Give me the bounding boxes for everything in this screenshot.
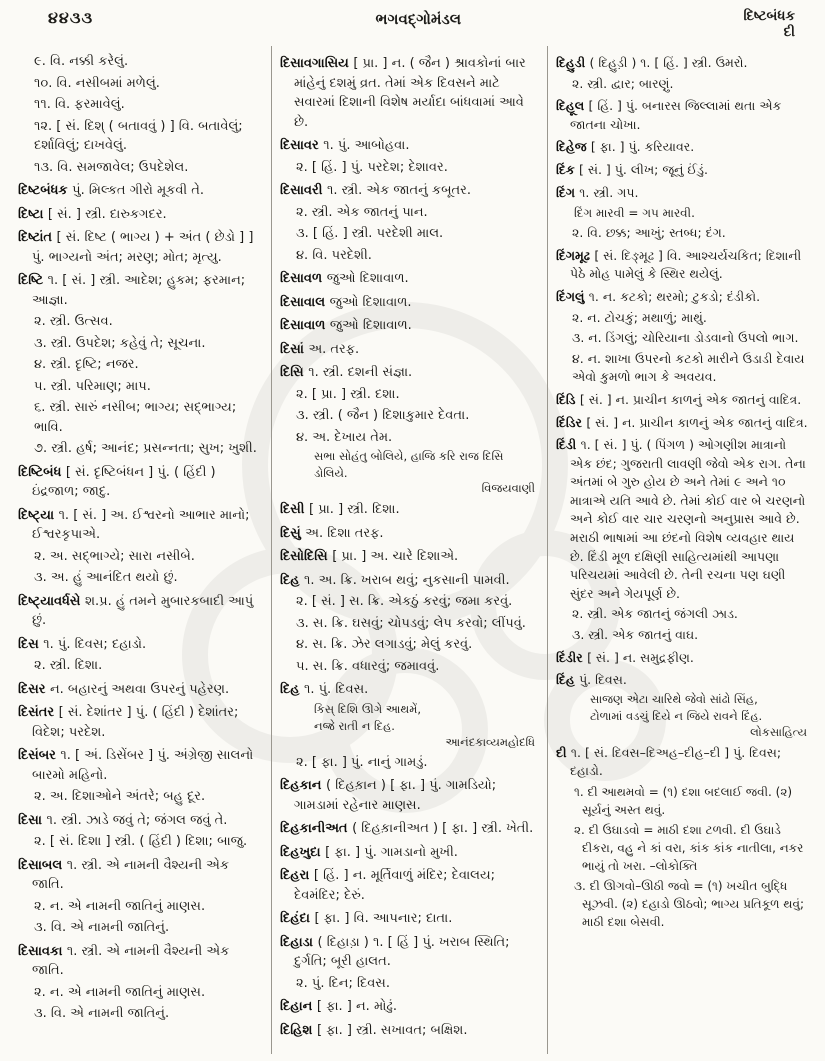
headword: દિસર <box>18 681 50 697</box>
dictionary-entry: દિસી [ પ્રા. ] સ્ત્રી. દિશા. <box>280 502 400 517</box>
page-number: ૪૪૩૩ <box>48 8 94 27</box>
headword: દિહૂલ <box>556 98 589 114</box>
dictionary-entry: દિહુડી ( દિહુડ઼ી ) ૧. [ હિં. ] સ્ત્રી. ઉમરો. <box>556 55 748 70</box>
headword: દિસા <box>18 812 47 828</box>
dictionary-sense-line: ૧૧. વિ. ફરમાવેલું. <box>34 97 125 112</box>
dictionary-sense-line: ૨. સ્ત્રી. દિશા. <box>34 658 103 673</box>
dictionary-entry: દિષ્ટ્યા ૧. [ સં. ] અ. ઈશ્વરનો આભાર માનો; ઈશ્વરકૃપાએ. <box>18 507 250 542</box>
dictionary-sense-line: ૪. વિ. પરદેશી. <box>296 247 372 263</box>
dictionary-sense-line: ૫. સ. ક્રિ. વધારવું; જમાવવું. <box>296 658 440 674</box>
dictionary-attr-line: આનંદકાવ્યમહોદધિ <box>445 734 535 749</box>
dictionary-sense-line: ૨. સ્ત્રી. એક જાતનું પાન. <box>296 204 428 220</box>
dictionary-entry: દિહ ૧. અ. ક્રિ. ખરાબ થવું; નુકસાની પામવી. <box>280 572 510 588</box>
headword: દિંડી <box>556 437 581 453</box>
headword: દિહિશ <box>280 1022 317 1038</box>
dictionary-entry: દિહિશ [ ફા. ] સ્ત્રી. સખાવત; બક્ષિશ. <box>280 1022 468 1038</box>
dictionary-sense-line: ૩. સ. ક્રિ. ઘસવું; ચોપડવું; લેપ કરવો; લીંપવું. <box>296 615 526 631</box>
dictionary-sense-line: ૨. [ હિં. ] પું. પરદેશ; દેશાવર. <box>296 159 448 175</box>
headword: દિષ્ટા <box>18 206 48 222</box>
dictionary-sense-line: ૪. સ્ત્રી. દૃષ્ટિ; નજર. <box>34 357 139 372</box>
headword: દિહેજ <box>556 139 591 155</box>
dictionary-entry: દિહેજ [ ફા. ] પું. કરિયાવર. <box>556 139 695 155</box>
dictionary-entry: દિહરા [ હિં. ] ન. મૂર્તિવાળું મંદિર; દેવાલય; દેવમંદિર; દેરું. <box>280 868 496 903</box>
dictionary-sense-line: ૨. સ્ત્રી. ઉત્સવ. <box>34 314 113 329</box>
headword: દિસાવગાસિય <box>280 56 354 71</box>
headword: દિસંબર <box>18 748 61 763</box>
headword: દિષ્ટ્યા <box>18 507 59 523</box>
guide-words <box>743 8 795 40</box>
dictionary-entry: દિસાં અ. તરફ. <box>280 341 360 357</box>
dictionary-sense-line: ૩. સ્ત્રી. ( જૈન ) દિશાકુમાર દેવતા. <box>296 408 470 423</box>
dictionary-entry: દિસાવકા ૧. સ્ત્રી. એ નામની વૈશ્યની એક જાતિ. <box>18 943 230 978</box>
headword: દિસાં <box>280 341 309 357</box>
dictionary-entry: દિષ્ટિબંધ [ સં. દૃષ્ટિબંધન ] પું. ( હિંદી ) ઇંદ્રજાળ; જાદુ. <box>18 464 216 499</box>
dictionary-entry: દિહંદા [ ફા. ] વિ. આપનાર; દાતા. <box>280 911 453 926</box>
dictionary-entry: દિંગલું ૧. ન. કટકો; થરમો; ટુકડો; દંડીકો. <box>556 288 761 304</box>
dictionary-sense-line: ૩. અ. હું આનંદિત થયો છું. <box>34 570 178 585</box>
dictionary-sense-line: ૨. અ. સદ્ભાગ્યે; સારા નસીબે. <box>34 548 195 564</box>
dictionary-entry: દિંડીર [ સં. ] ન. સમુદ્રફીણ. <box>556 649 694 665</box>
guide-word-bottom: દી <box>783 24 795 40</box>
headword: દિષ્ટિ <box>18 273 48 288</box>
headword: દિહ <box>280 682 304 697</box>
dictionary-entry: દિસ ૧. પું. દિવસ; દહાડો. <box>18 636 147 652</box>
dictionary-sense-line: ૪. ન. શાખા ઉપરનો કટકો મારીને ઉડાડી દેવાય એવો કુમળો ભાગ કે અવયવ. <box>572 350 805 385</box>
headword: દિષ્ટાંત <box>18 230 57 245</box>
dictionary-entry: દિસાવાલ જુઓ દિશાવાળ. <box>280 294 412 310</box>
headword: દિહંદા <box>280 911 315 926</box>
dictionary-sense-line: ૪. અ. દેખાય તેમ. <box>296 429 393 445</box>
dictionary-sense-line: ૨. ન. એ નામની જાતિનું માણસ. <box>34 984 206 1000</box>
dictionary-sense-line: ૨. [ સં. દિશા ] સ્ત્રી. ( હિંદી ) દિશા; બાજુ. <box>34 834 248 849</box>
dictionary-entry: દિંડી ૧. [ સં. ] પું. ( પિંગળ ) ઓગણીશ માત્રાનો એક છંદ; ગુજરાતી લાવણી જેવો એક રાગ. તેના અંતમાં બે ગુરુ હોય છે અને તેમાં ૯ અને ૧૦ માત્રાએ યતિ આવે છે. તેમાં કોઈ વાર બે ચરણનો અને કોઈ વાર ચાર ચરણનો અનુપ્રાસ આવે છે. મરાઠી ભાષામાં આ છંદનો વિશેષ વ્યવહાર થાય છે. દિંડી મૂળ દક્ષિણી સાહિત્યમાંથી આપણા પરિચયમાં આવેલી છે. તેની રચના પણ ઘણી સુંદર અને ગેયપૂર્ણ છે. <box>556 437 806 601</box>
dictionary-sense-line: ૩. સ્ત્રી. એક જાતનું વાઘ. <box>572 627 699 643</box>
dictionary-sense-line: ૨. [ પ્રા. ] સ્ત્રી. દશા. <box>296 386 400 402</box>
headword: દિસું <box>280 525 306 541</box>
headword: દિસોદિસિ <box>280 549 333 564</box>
headword: દિંડિ <box>556 391 580 407</box>
headword: દી <box>556 744 571 760</box>
dictionary-entry: દિષ્ટબંધક પું. મિલ્કત ગીરો મૂકવી તે. <box>18 183 205 198</box>
dictionary-entry: દિસાવર ૧. પું. આબોહવા. <box>280 138 410 153</box>
column-middle <box>272 46 548 1054</box>
headword: દિહ <box>280 572 304 588</box>
headword: દિસાવર <box>280 138 324 153</box>
dictionary-entry: દિસાવળ જુઓ દિશાવાળ. <box>280 271 409 286</box>
dictionary-entry: દિહ ૧. પું. દિવસ. <box>280 682 369 697</box>
dictionary-entry: દિષ્ટિ ૧. [ સં. ] સ્ત્રી. આદેશ; હુકમ; ફરમાન; આજ્ઞા. <box>18 273 246 308</box>
dictionary-entry: દી ૧. [ સં. દિવસ–દિઅહ–દીહ–દી ] પું. દિવસ; દહાડો. <box>556 744 782 779</box>
dictionary-entry: દિહખુદા [ ફા. ] પું. ગામડાનો મુખી. <box>280 844 458 860</box>
dictionary-sense-line: ૨. [ સં. ] સ. ક્રિ. એકઠું કરવું; જમા કરવું. <box>296 594 513 609</box>
dictionary-entry: દિસોદિસિ [ પ્રા. ] અ. ચારે દિશાએ. <box>280 549 459 564</box>
headword: દિસંતર <box>18 705 59 720</box>
headword: દિહકાનીઅત <box>280 821 353 836</box>
dictionary-entry: દિંગમૂઢ [ સં. દિઙ્મૂઢ ] વિ. આશ્ચર્યચકિત; દિશાની પેઠે મોહ પામેલું કે સ્થિર થયેલું. <box>556 247 802 282</box>
dictionary-sense-line: ૩. વિ. એ નામની જાતિનું. <box>34 1006 170 1021</box>
dictionary-sense-line: ૩. સ્ત્રી. ઉપદેશ; કહેવું તે; સૂચના. <box>34 335 206 351</box>
headword: દિષ્ટિબંધ <box>18 464 66 480</box>
dictionary-entry: દિસા ૧. સ્ત્રી. ઝાડે જવું તે; જંગલ જવું તે. <box>18 812 228 828</box>
headword: દિષ્ટબંધક <box>18 183 73 198</box>
dictionary-sense-line: ૧૩. વિ. સમજાવેલ; ઉપદેશેલ. <box>34 159 189 175</box>
dictionary-sense-line: ૨. ન. ટોચકું; મથાળું; માથું. <box>572 309 707 325</box>
dictionary-sense-line: ૩. વિ. એ નામની જાતિનું. <box>34 920 170 935</box>
column-right <box>548 46 819 1054</box>
dictionary-entry: દિંહ પું. દિવસ. <box>556 672 627 688</box>
dictionary-sense-line: ૨. પું. દિન; દિવસ. <box>296 975 390 991</box>
headword: દિંડિર <box>556 414 587 430</box>
dictionary-entry: દિહકાનીઅત ( દિહક઼ાનીઅત ) [ ફા. ] સ્ત્રી. ખેતી. <box>280 821 534 836</box>
dictionary-sense-line: ૪. સ. ક્રિ. ઝેર લગાડવું; મેલું કરવું. <box>296 637 473 652</box>
book-title: ભગવદ્ગોમંડલ <box>375 10 462 28</box>
headword: દિસાબલ <box>18 857 67 873</box>
headword: દિસાવાલ <box>280 294 330 310</box>
dictionary-entry: દિસાવગાસિય [ પ્રા. ] ન. ( જૈન ) શ્રાવકોનાં બાર માંહેનું દશમું વ્રત. તેમાં એક દિવસને માટે સવારમાં દિશાની વિશેષ મર્યાદા બાંધવામાં આવે છે. <box>280 56 526 130</box>
headword: દિસિ <box>280 365 309 380</box>
dictionary-entry: દિસર ન. બહારનું અથવા ઉપરનું પહેરણ. <box>18 681 230 697</box>
dictionary-entry: દિહાન [ ફા. ] ન. મોઢું. <box>280 999 397 1014</box>
dictionary-sense-line: ૧૨. [ સં. દિશ્ ( બતાવવું ) ] વિ. બતાવેલું; દર્શાવિલું; દાખવેલું. <box>34 118 243 153</box>
dictionary-verse-line: સાજણ એટા ચારિથે જેવો સાંઢો સિંહ, <box>590 691 758 706</box>
dictionary-entry: દિસંબર ૧. [ અં. ડિસેંબર ] પું. અંગ્રેજી સાલનો બારમો મહિનો. <box>18 748 254 783</box>
headword: દિહકાન <box>280 778 327 793</box>
headword: દિંગ <box>556 184 580 200</box>
headword: દિસાવકા <box>18 943 67 959</box>
dictionary-verse-line: કિસ્ દિશિ ઊગે આથમેં, <box>314 701 422 716</box>
dictionary-verse-line: સભા સોહંતુ બોલિયે, હાજિ કરિ રાજ દિસિ ડોલિયે. <box>314 449 504 480</box>
headword: દિહખુદા <box>280 844 326 860</box>
dictionary-sense-line: ૬. સ્ત્રી. સારું નસીબ; ભાગ્ય; સદ્ભાગ્ય; ભાવિ. <box>34 400 237 435</box>
headword: દિંગલું <box>556 288 589 304</box>
dictionary-verse-line: નજ્રે રાતી ન દિહ. <box>314 719 395 733</box>
headword: દિસી <box>280 502 309 517</box>
headword: દિહરા <box>280 868 314 883</box>
dictionary-idiom-line: ૧. દી આથમવો = (૧) દશા બદલાઈ જવી. (૨) સૂર્યનું અસ્ત થવું. <box>574 785 793 817</box>
dictionary-entry: દિહકાન ( દિહક઼ાન ) [ ફા. ] પું. ગામડિયો; ગામડામાં રહેનાર માણસ. <box>280 778 497 813</box>
headword: દિંડીર <box>556 649 588 665</box>
dictionary-entry: દિસાવાળ જુઓ દિશાવાળ. <box>280 318 412 333</box>
headword: દિહાડા <box>280 934 318 950</box>
headword: દિસાવાળ <box>280 318 330 333</box>
dictionary-sense-line: ૭. સ્ત્રી. હર્ષ; આનંદ; પ્રસન્નતા; સુખ; ખુશી. <box>34 441 257 456</box>
dictionary-entry: દિસંતર [ સં. દેશાંતર ] પું. ( હિંદી ) દેશાંતર; વિદેશ; પરદેશ. <box>18 705 239 740</box>
dictionary-sense-line: ૨. ન. એ નામની જાતિનું માણસ. <box>34 898 206 914</box>
dictionary-columns <box>0 46 825 1054</box>
dictionary-idiom-line: દિંગ મારવી = ગપ મારવી. <box>574 206 695 221</box>
headword: દિસાવરી <box>280 183 327 198</box>
headword: દિષ્ટ્યાવર્ધસે <box>18 593 85 609</box>
dictionary-entry: દિંગ ૧. સ્ત્રી. ગપ. <box>556 184 639 200</box>
headword: દિસાવળ <box>280 271 327 286</box>
dictionary-idiom-line: ૩. દી ઊગવો–ઊઠી જવો = (૧) ખચીત બુદ્ધિ સૂઝવી. (૨) દહાડો ઊઠવો; ભાગ્ય પ્રતિકૂળ થવું; માઠી દશા બેસવી. <box>574 879 804 929</box>
dictionary-attr-line: વિજયવાણી <box>481 481 535 495</box>
page-header <box>0 0 825 46</box>
dictionary-entry: દિસું અ. દિશા તરફ. <box>280 525 384 541</box>
headword: દિંહ <box>556 672 580 688</box>
dictionary-entry: દિષ્ટાંત [ સં. દિષ્ટ ( ભાગ્ય ) + અંત ( છેડો ] ] પું. ભાગ્યનો અંત; મરણ; મોત; મૃત્યુ. <box>18 230 254 265</box>
dictionary-sense-line: ૧૦. વિ. નસીબમાં મળેલું. <box>34 75 160 91</box>
dictionary-entry: દિહાડા ( દિહાડ઼ા ) ૧. [ હિં ] પું. ખરાબ સ્થિતિ; દુર્ગતિ; બૂરી હાલત. <box>280 934 510 969</box>
headword: દિંગમૂઢ <box>556 247 595 263</box>
dictionary-entry: દિંક [ સં. ] પું. લીખ; જૂનું ઈંડું. <box>556 161 708 177</box>
dictionary-entry: દિસાબલ ૧. સ્ત્રી. એ નામની વૈશ્યની એક જાતિ. <box>18 857 230 892</box>
dictionary-sense-line: ૨. અ. દિશાઓને અંતરે; બહુ દૂર. <box>34 789 206 804</box>
dictionary-sense-line: ૨. [ ફા. ] પું. નાનું ગામડું. <box>296 754 428 770</box>
dictionary-sense-line: ૩. ન. ડિંગલું; ચોરિયાના ડોડવાનો ઉપલો ભાગ. <box>572 330 799 346</box>
dictionary-entry: દિહૂલ [ હિં. ] પું. બનારસ જિલ્લામાં થતા એક જાતના ચોખા. <box>556 98 782 132</box>
dictionary-attr-line: લોકસાહિત્ય <box>750 724 807 739</box>
dictionary-entry: દિંડિર [ સં. ] ન. પ્રાચીન કાળનું એક જાતનું વાદિત્ર. <box>556 414 808 430</box>
headword: દિસ <box>18 636 44 652</box>
headword: દિંક <box>556 161 579 177</box>
headword: દિહાન <box>280 999 317 1014</box>
dictionary-entry: દિષ્ટ્યાવર્ધસે શ.પ્ર. હું તમને મુબારકબાદી આપું છું. <box>18 593 254 628</box>
dictionary-sense-line: ૫. સ્ત્રી. પરિમાણ; માપ. <box>34 378 151 394</box>
guide-word-top: દિષ્ટબંધક <box>743 8 795 24</box>
dictionary-entry: દિસાવરી ૧. સ્ત્રી. એક જાતનું કબૂતર. <box>280 183 472 198</box>
column-left <box>10 46 272 1054</box>
dictionary-verse-line: ટોળામાં વડચું દિયે ન જિયે રાવને દિંહ. <box>590 709 763 724</box>
dictionary-sense-line: ૨. વિ. છક્ક; આખું; સ્તબ્ધ; દંગ. <box>572 225 726 241</box>
dictionary-sense-line: ૨. સ્ત્રી. એક જાતનું જંગલી ઝાડ. <box>572 606 738 622</box>
dictionary-entry: દિષ્ટા [ સં. ] સ્ત્રી. દારુકગદર. <box>18 206 167 222</box>
dictionary-sense-line: ૯. વિ. નક્કી કરેલું. <box>34 54 129 69</box>
dictionary-idiom-line: ૨. દી ઉઘાડવો = માઠી દશા ટળવી. દી ઉઘાડે દીકરા, વહુ ને કાં વરા, કાંક કાંક નાતીલા, નકર ભાયું તો ખરા. –લોકોક્તિ <box>574 823 804 873</box>
headword: દિહુડી <box>556 55 590 70</box>
dictionary-entry: દિસિ ૧. સ્ત્રી. દશની સંજ્ઞા. <box>280 365 413 380</box>
dictionary-sense-line: ૨. સ્ત્રી. દ્વાર; બારણું. <box>572 75 674 91</box>
dictionary-sense-line: ૩. [ હિં. ] સ્ત્રી. પરદેશી માલ. <box>296 226 444 241</box>
dictionary-entry: દિંડિ [ સં. ] ન. પ્રાચીન કાળનું એક જાતનું વાદિત્ર. <box>556 391 802 407</box>
